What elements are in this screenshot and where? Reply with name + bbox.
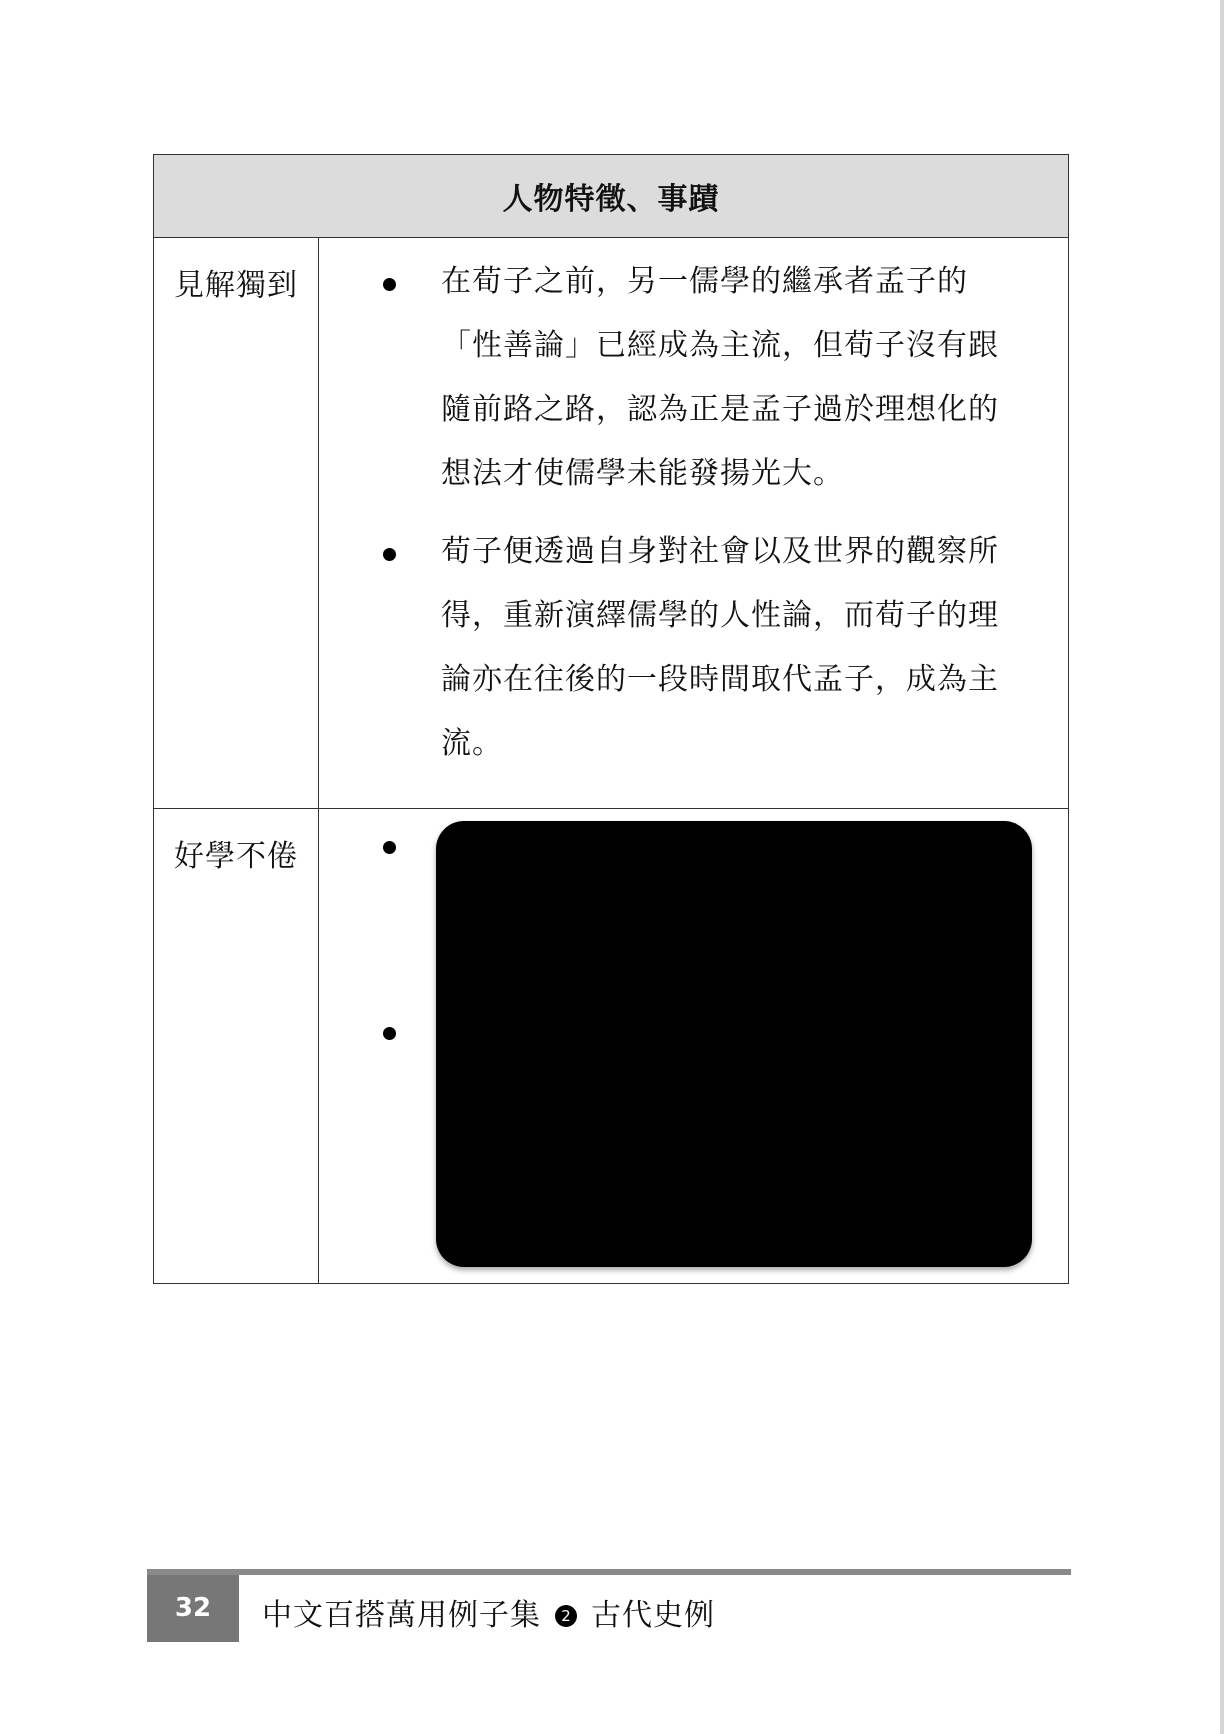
footer-title [262, 1590, 715, 1634]
section-title: 古代史例 [591, 1598, 715, 1633]
table-header: 人物特徵、事蹟 [154, 155, 1069, 238]
volume-number-icon: 2 [555, 1605, 577, 1627]
book-title: 中文百搭萬用例子集 [262, 1598, 541, 1633]
table-header-row [154, 155, 1069, 238]
bullet-dot-icon [383, 1027, 396, 1040]
row-content [319, 809, 1069, 1284]
bullet-list [319, 238, 1068, 808]
row-label: 好學不倦 [154, 809, 319, 1284]
page-number: 32 [147, 1575, 239, 1642]
row-content [319, 238, 1069, 809]
row-label: 見解獨到 [154, 238, 319, 809]
bullet-item: 荀子便透過自身對社會以及世界的觀察所得，重新演繹儒學的人性論，而荀子的理論亦在往後的一段時間取代孟子，成為主流。 [319, 520, 1028, 776]
bullet-item: 在荀子之前，另一儒學的繼承者孟子的「性善論」已經成為主流，但荀子沒有跟隨前路之路，認為正是孟子過於理想化的想法才使儒學未能發揚光大。 [319, 250, 1028, 506]
redaction-block [436, 821, 1032, 1267]
footer-rule [147, 1569, 1071, 1575]
table-row [154, 238, 1069, 809]
page-edge [1220, 0, 1224, 1734]
traits-table [153, 154, 1069, 1284]
table-row [154, 809, 1069, 1284]
bullet-dot-icon [383, 841, 396, 854]
